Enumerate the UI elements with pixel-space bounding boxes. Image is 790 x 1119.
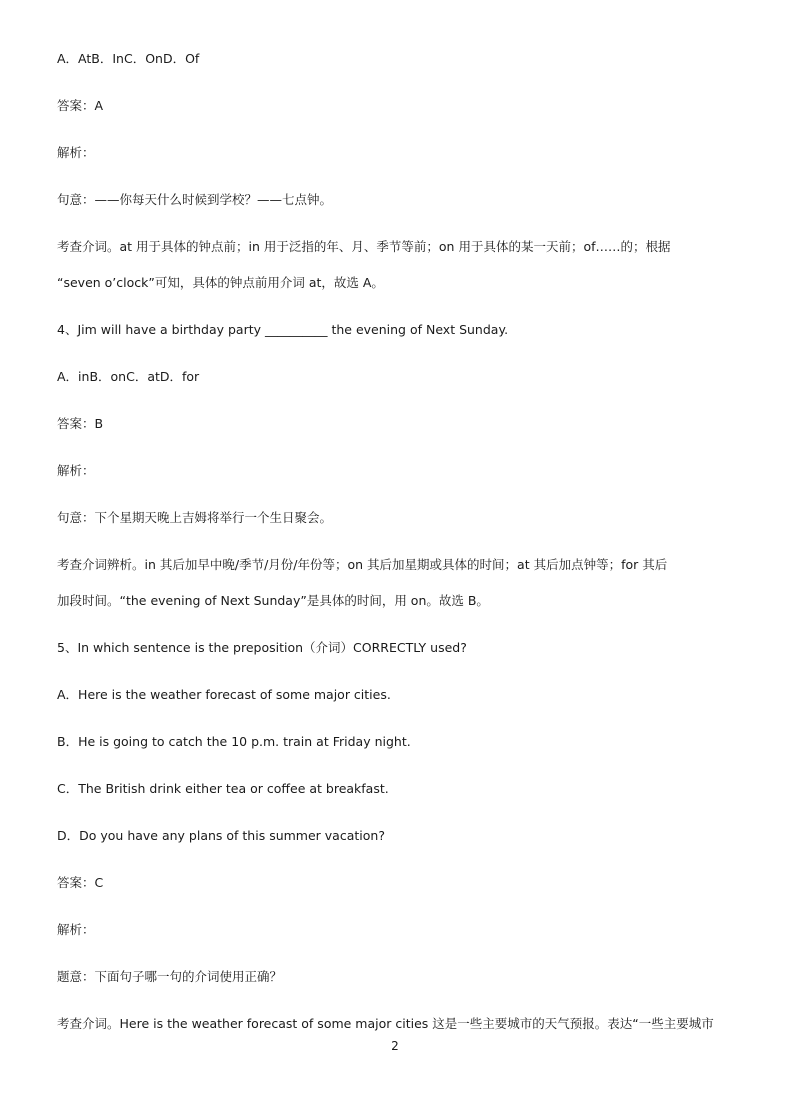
q4-analysis-label: 解析： bbox=[57, 463, 95, 478]
q5-analysis-label: 解析： bbox=[57, 922, 95, 937]
q3-options: A．AtB．InC．OnD．Of bbox=[57, 51, 200, 66]
q4-question: 4、Jim will have a birthday party __________ the evening of Next Sunday. bbox=[57, 322, 509, 337]
q4-explain-line2: 加段时间。“the evening of Next Sunday”是具体的时间，用 on。故选 B。 bbox=[57, 593, 489, 608]
q5-meaning: 题意：下面句子哪一句的介词使用正确？ bbox=[57, 969, 283, 984]
q5-option-a: A．Here is the weather forecast of some major cities. bbox=[57, 687, 391, 702]
q5-option-c: C．The British drink either tea or coffee at breakfast. bbox=[57, 781, 389, 796]
q3-meaning: 句意：——你每天什么时候到学校？——七点钟。 bbox=[57, 192, 333, 207]
q4-meaning: 句意：下个星期天晚上吉姆将举行一个生日聚会。 bbox=[57, 510, 333, 525]
page-number: 2 bbox=[391, 1039, 399, 1053]
q3-explain-line2: “seven o’clock”可知，具体的钟点前用介词 at，故选 A。 bbox=[57, 275, 384, 290]
q3-explain-line1: 考查介词。at 用于具体的钟点前；in 用于泛指的年、月、季节等前；on 用于具体的某一天前；of……的；根据 bbox=[57, 239, 671, 254]
q5-option-d: D．Do you have any plans of this summer vacation? bbox=[57, 828, 385, 843]
q5-answer: 答案：C bbox=[57, 875, 104, 890]
q3-analysis-label: 解析： bbox=[57, 145, 95, 160]
q5-question: 5、In which sentence is the preposition（介词）CORRECTLY used? bbox=[57, 640, 467, 655]
q5-explain-line1: 考查介词。Here is the weather forecast of some major cities 这是一些主要城市的天气预报。表达“一些主要城市 bbox=[57, 1016, 714, 1031]
q4-answer: 答案：B bbox=[57, 416, 104, 431]
q5-option-b: B．He is going to catch the 10 p.m. train at Friday night. bbox=[57, 734, 411, 749]
q4-options: A．inB．onC．atD．for bbox=[57, 369, 200, 384]
q4-explain-line1: 考查介词辨析。in 其后加早中晚/季节/月份/年份等；on 其后加星期或具体的时间；at 其后加点钟等；for 其后 bbox=[57, 557, 668, 572]
q3-answer: 答案：A bbox=[57, 98, 104, 113]
